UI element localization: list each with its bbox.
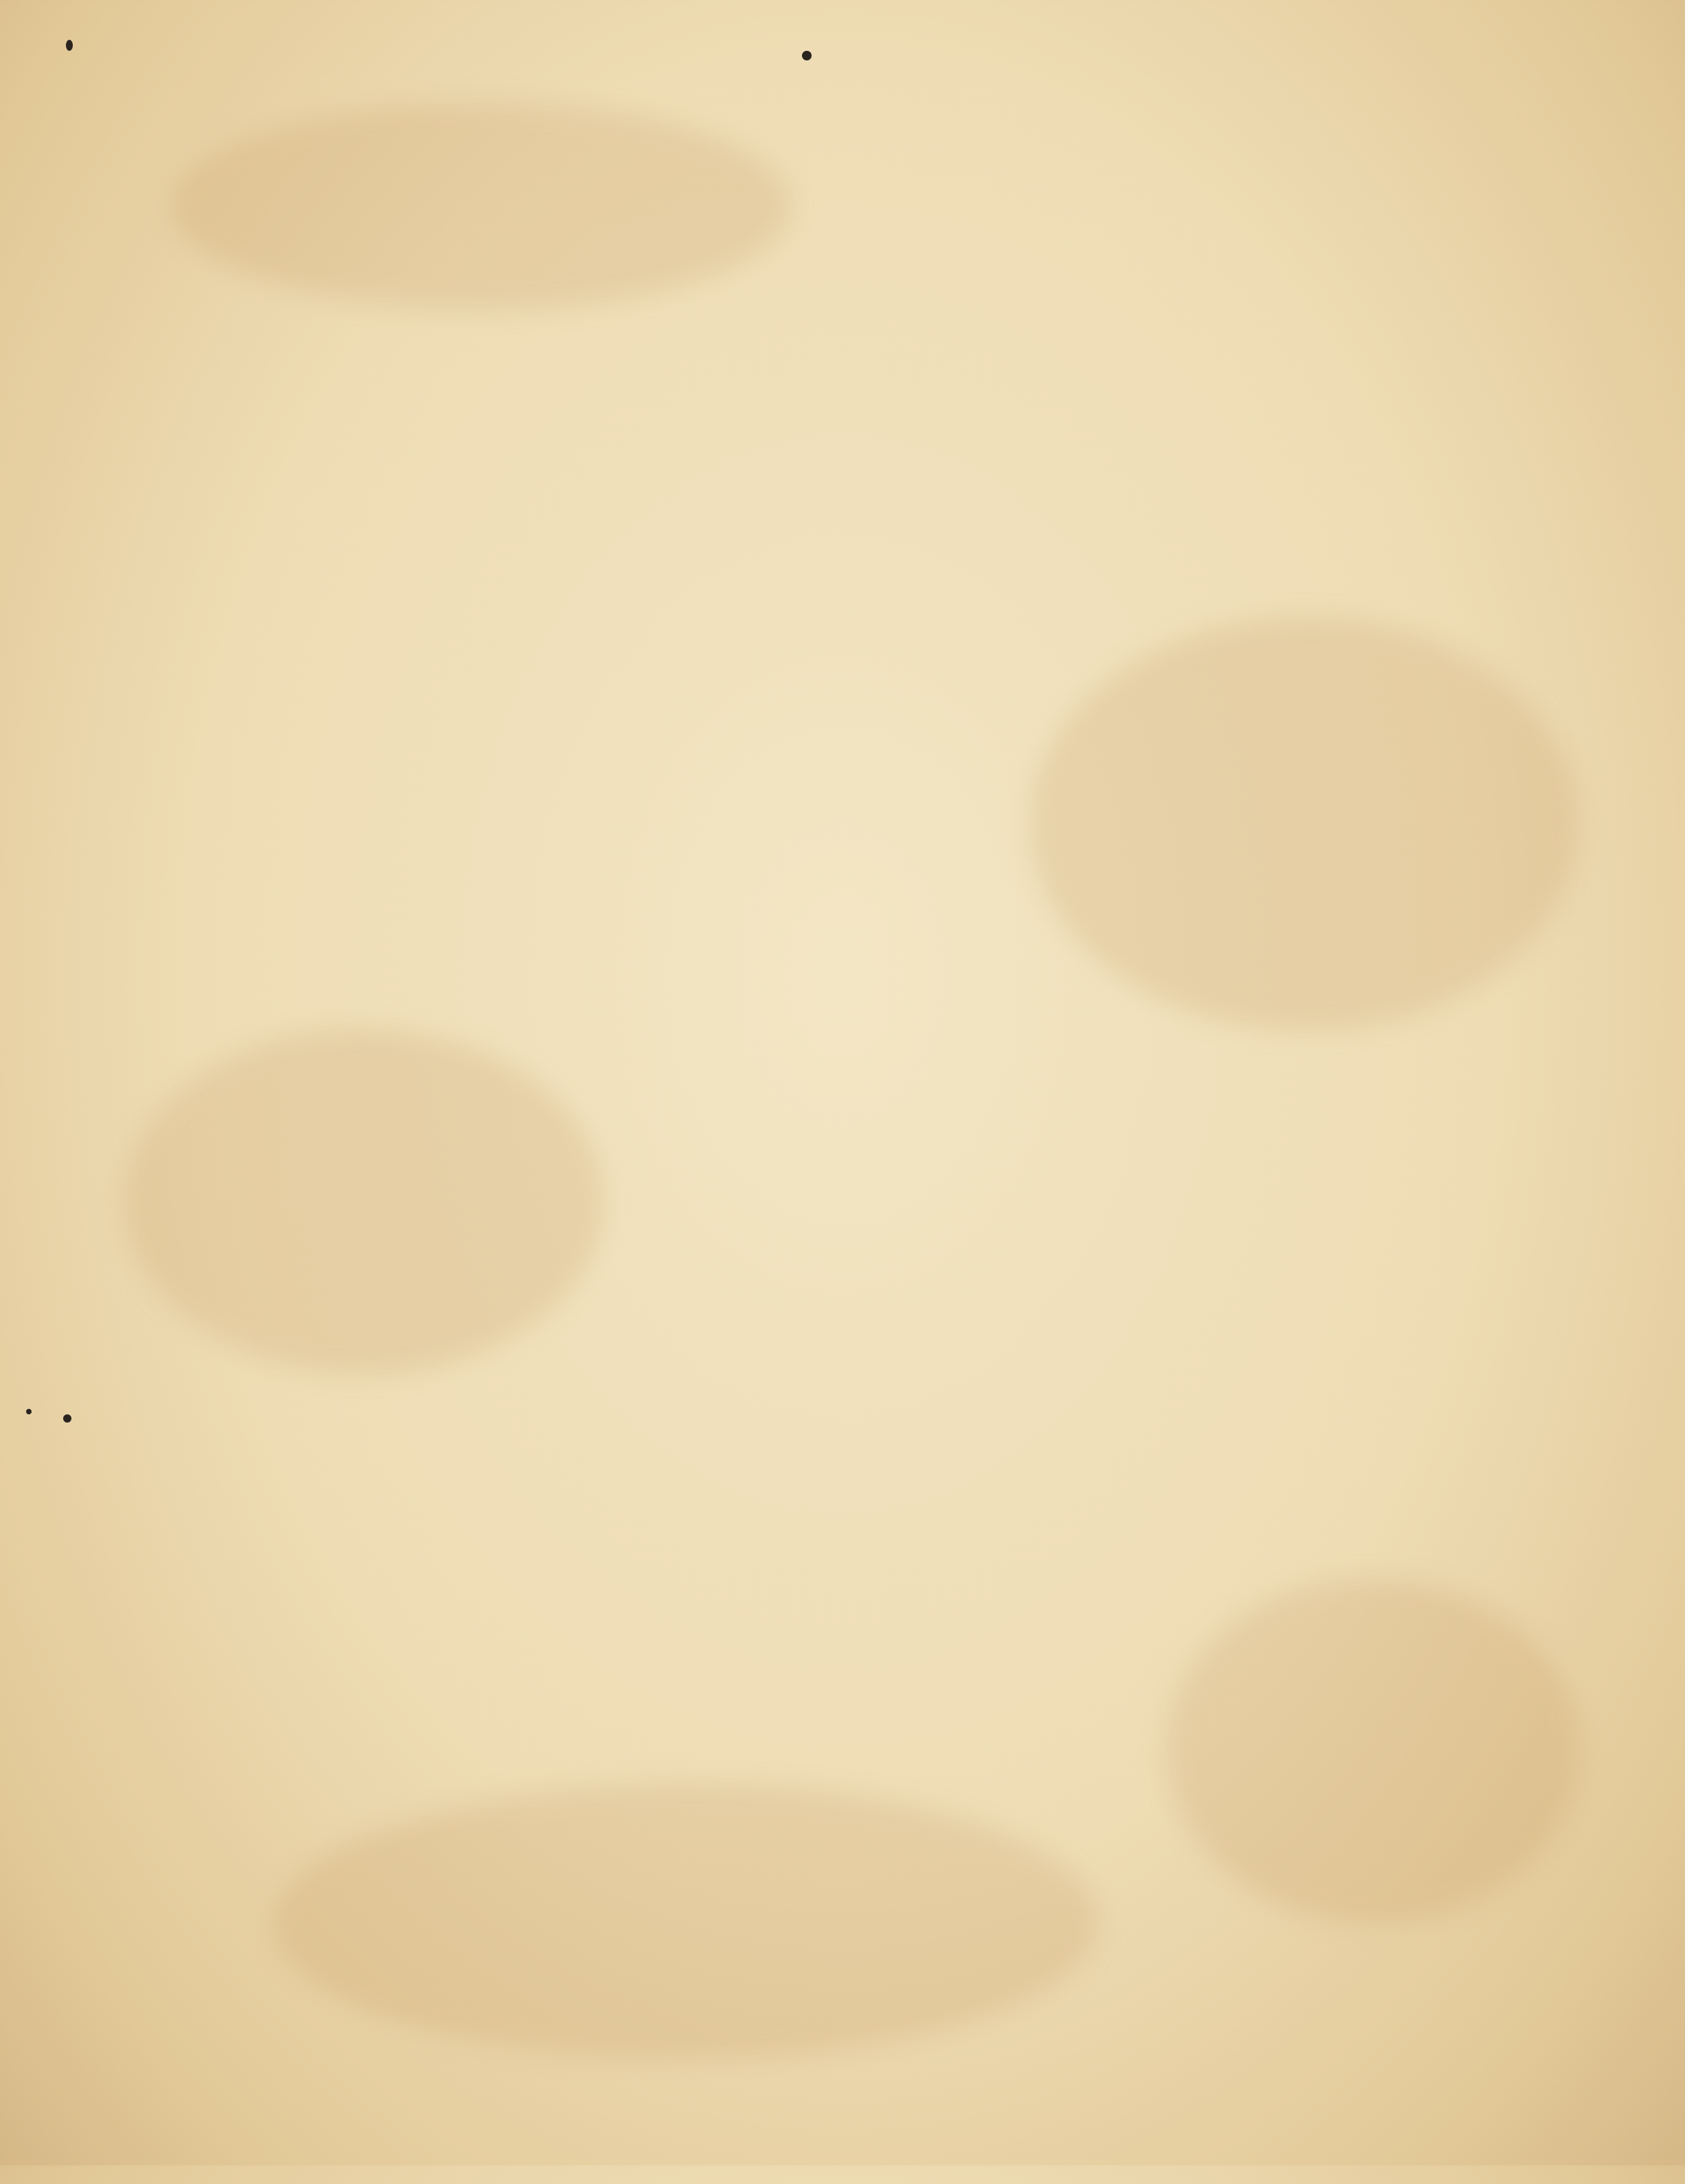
paper-stain xyxy=(124,1030,604,1373)
punch-mark xyxy=(802,51,812,60)
footer xyxy=(0,2153,5,2184)
punch-mark xyxy=(63,1414,71,1423)
paper-stain xyxy=(275,1785,1099,2060)
punch-mark xyxy=(26,1409,32,1414)
speck xyxy=(66,40,73,51)
paper-stain xyxy=(172,103,790,309)
paper-stain xyxy=(1030,618,1579,1030)
paper-stain xyxy=(1167,1579,1579,1922)
